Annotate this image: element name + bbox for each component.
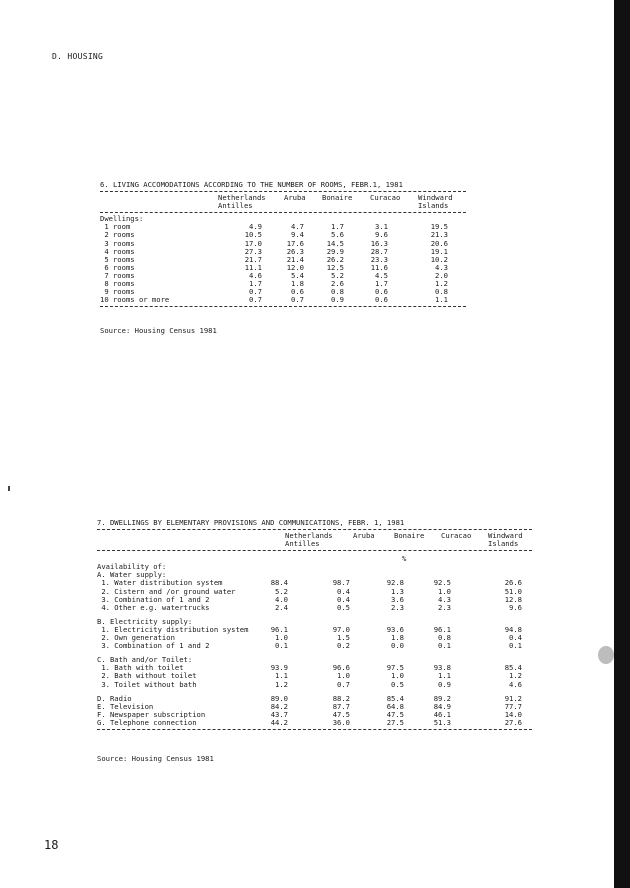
table-cell: 12.5 xyxy=(326,262,344,272)
table-row xyxy=(100,248,466,256)
row-label: 3 rooms xyxy=(100,238,135,248)
table-cell: 85.4 xyxy=(504,663,522,673)
row-label: 4 rooms xyxy=(100,246,135,256)
column-header-bonaire: Bonaire xyxy=(322,193,353,203)
row-label: 2. Bath without toilet xyxy=(97,671,197,681)
unit-label: % xyxy=(402,554,407,564)
table-cell: 1.5 xyxy=(337,633,350,643)
table-cell: 47.5 xyxy=(332,709,350,719)
table-cell: 5.4 xyxy=(291,270,304,280)
row-label: 1. Bath with toilet xyxy=(97,663,184,673)
table-cell: 93.9 xyxy=(270,663,288,673)
table-cell: 51.0 xyxy=(504,586,522,596)
column-header-netherlands-antilles: Netherlands Antilles xyxy=(218,193,266,211)
row-label: 4. Other e.g. watertrucks xyxy=(97,602,210,612)
table-cell: 0.7 xyxy=(249,287,262,297)
table-cell: 0.2 xyxy=(337,641,350,651)
table-cell: 2.0 xyxy=(435,270,448,280)
table-cell: 1.7 xyxy=(249,279,262,289)
table-cell: 93.6 xyxy=(386,624,404,634)
table-cell: 44.2 xyxy=(270,717,288,727)
table-cell: 10.5 xyxy=(244,230,262,240)
table-cell: 0.4 xyxy=(337,586,350,596)
table-cell: 1.2 xyxy=(275,679,288,689)
table-cell: 93.8 xyxy=(433,663,451,673)
table-cell: 20.6 xyxy=(430,238,448,248)
table-cell: 4.6 xyxy=(249,270,262,280)
table-cell: 43.7 xyxy=(270,709,288,719)
table-row xyxy=(100,240,466,248)
row-label: 10 rooms or more xyxy=(100,295,170,305)
table-rule xyxy=(100,191,466,192)
table-cell: 5.2 xyxy=(331,270,344,280)
row-label: D. Radio xyxy=(97,693,132,703)
table-cell: 1.0 xyxy=(337,671,350,681)
row-label: 3. Combination of 1 and 2 xyxy=(97,594,210,604)
table-cell: 23.3 xyxy=(370,254,388,264)
row-label: 3. Combination of 1 and 2 xyxy=(97,641,210,651)
column-header-windward-islands: Windward Islands xyxy=(488,531,523,549)
table-cell: 47.5 xyxy=(386,709,404,719)
scan-mark xyxy=(8,486,10,491)
table-cell: 88.4 xyxy=(270,578,288,588)
table-cell: 97.5 xyxy=(386,663,404,673)
table-cell: 21.4 xyxy=(286,254,304,264)
table-cell: 51.3 xyxy=(433,717,451,727)
table-row xyxy=(100,223,466,231)
table-row xyxy=(97,681,532,689)
table-cell: 88.2 xyxy=(332,693,350,703)
table-cell: 26.3 xyxy=(286,246,304,256)
table-cell: 17.0 xyxy=(244,238,262,248)
column-header-curacao: Curacao xyxy=(441,531,472,541)
table-cell: 87.7 xyxy=(332,701,350,711)
table-cell: 0.8 xyxy=(438,633,451,643)
column-header-aruba: Aruba xyxy=(284,193,306,203)
row-label: 3. Toilet without bath xyxy=(97,679,197,689)
table-cell: 92.8 xyxy=(386,578,404,588)
table-cell: 14.5 xyxy=(326,238,344,248)
table-cell: 0.6 xyxy=(291,287,304,297)
table-cell: 91.2 xyxy=(504,693,522,703)
table-cell: 36.0 xyxy=(332,717,350,727)
row-label: 8 rooms xyxy=(100,279,135,289)
table-cell: 27.6 xyxy=(504,717,522,727)
row-label: 5 rooms xyxy=(100,254,135,264)
row-label: G. Telephone connection xyxy=(97,717,197,727)
table-row xyxy=(100,280,466,288)
table-cell: 16.3 xyxy=(370,238,388,248)
table-cell: 2.6 xyxy=(331,279,344,289)
table-cell: 1.8 xyxy=(291,279,304,289)
table-rule xyxy=(97,550,532,551)
table-cell: 21.7 xyxy=(244,254,262,264)
table-rule xyxy=(100,212,466,213)
table-cell: 2.3 xyxy=(438,602,451,612)
table-cell: 19.5 xyxy=(430,222,448,232)
table-cell: 77.7 xyxy=(504,701,522,711)
availability-label: Availability of: xyxy=(97,562,167,572)
table-cell: 9.4 xyxy=(291,230,304,240)
group-label: Dwellings: xyxy=(100,214,144,224)
table-cell: 1.7 xyxy=(375,279,388,289)
table-cell: 0.7 xyxy=(291,295,304,305)
table-cell: 0.1 xyxy=(275,641,288,651)
table-cell: 0.4 xyxy=(337,594,350,604)
table-cell: 2.3 xyxy=(391,602,404,612)
group-label: C. Bath and/or Toilet: xyxy=(97,655,193,665)
table-cell: 26.6 xyxy=(504,578,522,588)
table-title: 7. DWELLINGS BY ELEMENTARY PROVISIONS AND COMMUNICATIONS, FEBR. 1, 1981 xyxy=(97,518,405,527)
table-cell: 0.9 xyxy=(331,295,344,305)
table-cell: 4.7 xyxy=(291,222,304,232)
table-source: Source: Housing Census 1981 xyxy=(100,326,217,335)
table-cell: 0.7 xyxy=(249,295,262,305)
table-cell: 4.0 xyxy=(275,594,288,604)
table-cell: 64.8 xyxy=(386,701,404,711)
table-cell: 46.1 xyxy=(433,709,451,719)
table-cell: 3.6 xyxy=(391,594,404,604)
table-rule xyxy=(97,529,532,530)
row-label: 6 rooms xyxy=(100,262,135,272)
table-cell: 4.9 xyxy=(249,222,262,232)
table-cell: 1.2 xyxy=(435,279,448,289)
table-row xyxy=(100,256,466,264)
table-cell: 0.0 xyxy=(391,641,404,651)
table-cell: 1.1 xyxy=(435,295,448,305)
table-cell: 0.9 xyxy=(438,679,451,689)
table-cell: 89.0 xyxy=(270,693,288,703)
table-cell: 0.8 xyxy=(331,287,344,297)
group-label: B. Electricity supply: xyxy=(97,616,193,626)
table-cell: 9.6 xyxy=(509,602,522,612)
row-label: 1. Water distribution system xyxy=(97,578,223,588)
table-cell: 28.7 xyxy=(370,246,388,256)
row-label: 9 rooms xyxy=(100,287,135,297)
table-cell: 0.4 xyxy=(509,633,522,643)
table-row xyxy=(97,695,532,703)
table-cell: 0.1 xyxy=(438,641,451,651)
table-header xyxy=(97,532,532,548)
row-label: 1. Electricity distribution system xyxy=(97,624,249,634)
table-cell: 3.1 xyxy=(375,222,388,232)
table-cell: 2.4 xyxy=(275,602,288,612)
table-cell: 12.8 xyxy=(504,594,522,604)
table-cell: 96.6 xyxy=(332,663,350,673)
scan-punch-hole xyxy=(598,646,614,664)
table-cell: 1.0 xyxy=(391,671,404,681)
table-cell: 4.3 xyxy=(438,594,451,604)
column-header-bonaire: Bonaire xyxy=(394,531,425,541)
table-cell: 26.2 xyxy=(326,254,344,264)
table-cell: 1.0 xyxy=(275,633,288,643)
table-rule xyxy=(97,729,532,730)
table-cell: 0.6 xyxy=(375,295,388,305)
table-cell: 0.1 xyxy=(509,641,522,651)
row-label: 2. Own generation xyxy=(97,633,175,643)
column-header-aruba: Aruba xyxy=(353,531,375,541)
group-label: A. Water supply: xyxy=(97,570,167,580)
table-cell: 17.6 xyxy=(286,238,304,248)
table-cell: 11.1 xyxy=(244,262,262,272)
table-cell: 14.0 xyxy=(504,709,522,719)
table-cell: 97.0 xyxy=(332,624,350,634)
table-header xyxy=(100,194,466,210)
table-cell: 1.0 xyxy=(438,586,451,596)
table-cell: 0.6 xyxy=(375,287,388,297)
section-header: D. HOUSING xyxy=(52,52,104,61)
row-label: 2 rooms xyxy=(100,230,135,240)
table-cell: 21.3 xyxy=(430,230,448,240)
table-cell: 0.5 xyxy=(337,602,350,612)
table-cell: 27.3 xyxy=(244,246,262,256)
table-cell: 98.7 xyxy=(332,578,350,588)
table-cell: 1.8 xyxy=(391,633,404,643)
table-cell: 96.1 xyxy=(270,624,288,634)
table-row xyxy=(97,719,532,727)
page-number: 18 xyxy=(44,838,59,852)
table-cell: 1.1 xyxy=(275,671,288,681)
table-row xyxy=(100,272,466,280)
table-cell: 9.6 xyxy=(375,230,388,240)
table-cell: 11.6 xyxy=(370,262,388,272)
row-label: F. Newspaper subscription xyxy=(97,709,206,719)
table-cell: 84.2 xyxy=(270,701,288,711)
table-cell: 10.2 xyxy=(430,254,448,264)
table-living-accommodations xyxy=(100,181,466,309)
table-row xyxy=(97,604,532,612)
table-cell: 5.6 xyxy=(331,230,344,240)
table-cell: 85.4 xyxy=(386,693,404,703)
row-label: 7 rooms xyxy=(100,270,135,280)
table-cell: 5.2 xyxy=(275,586,288,596)
table-row xyxy=(100,296,466,304)
table-cell: 0.5 xyxy=(391,679,404,689)
table-cell: 89.2 xyxy=(433,693,451,703)
table-source: Source: Housing Census 1981 xyxy=(97,754,214,763)
table-cell: 1.1 xyxy=(438,671,451,681)
table-cell: 84.9 xyxy=(433,701,451,711)
column-header-netherlands-antilles: Netherlands Antilles xyxy=(285,531,333,549)
table-cell: 0.7 xyxy=(337,679,350,689)
page-edge-shadow xyxy=(614,0,630,888)
row-label: E. Television xyxy=(97,701,154,711)
column-header-windward-islands: Windward Islands xyxy=(418,193,453,211)
table-cell: 19.1 xyxy=(430,246,448,256)
table-cell: 94.8 xyxy=(504,624,522,634)
table-cell: 4.6 xyxy=(509,679,522,689)
table-cell: 1.7 xyxy=(331,222,344,232)
table-cell: 27.5 xyxy=(386,717,404,727)
table-cell: 1.3 xyxy=(391,586,404,596)
table-cell: 0.8 xyxy=(435,287,448,297)
table-cell: 1.2 xyxy=(509,671,522,681)
table-cell: 4.5 xyxy=(375,270,388,280)
table-cell: 12.0 xyxy=(286,262,304,272)
table-row xyxy=(100,231,466,239)
table-row xyxy=(97,642,532,650)
row-label: 1 room xyxy=(100,222,131,232)
table-cell: 92.5 xyxy=(433,578,451,588)
table-title: 6. LIVING ACCOMODATIONS ACCORDING TO THE NUMBER OF ROOMS, FEBR.1, 1981 xyxy=(100,180,403,189)
table-row xyxy=(100,264,466,272)
table-cell: 96.1 xyxy=(433,624,451,634)
table-cell: 29.9 xyxy=(326,246,344,256)
table-rule xyxy=(100,306,466,307)
table-elementary-provisions xyxy=(97,519,532,732)
table-cell: 4.3 xyxy=(435,262,448,272)
column-header-curacao: Curacao xyxy=(370,193,401,203)
row-label: 2. Cistern and /or ground water xyxy=(97,586,236,596)
